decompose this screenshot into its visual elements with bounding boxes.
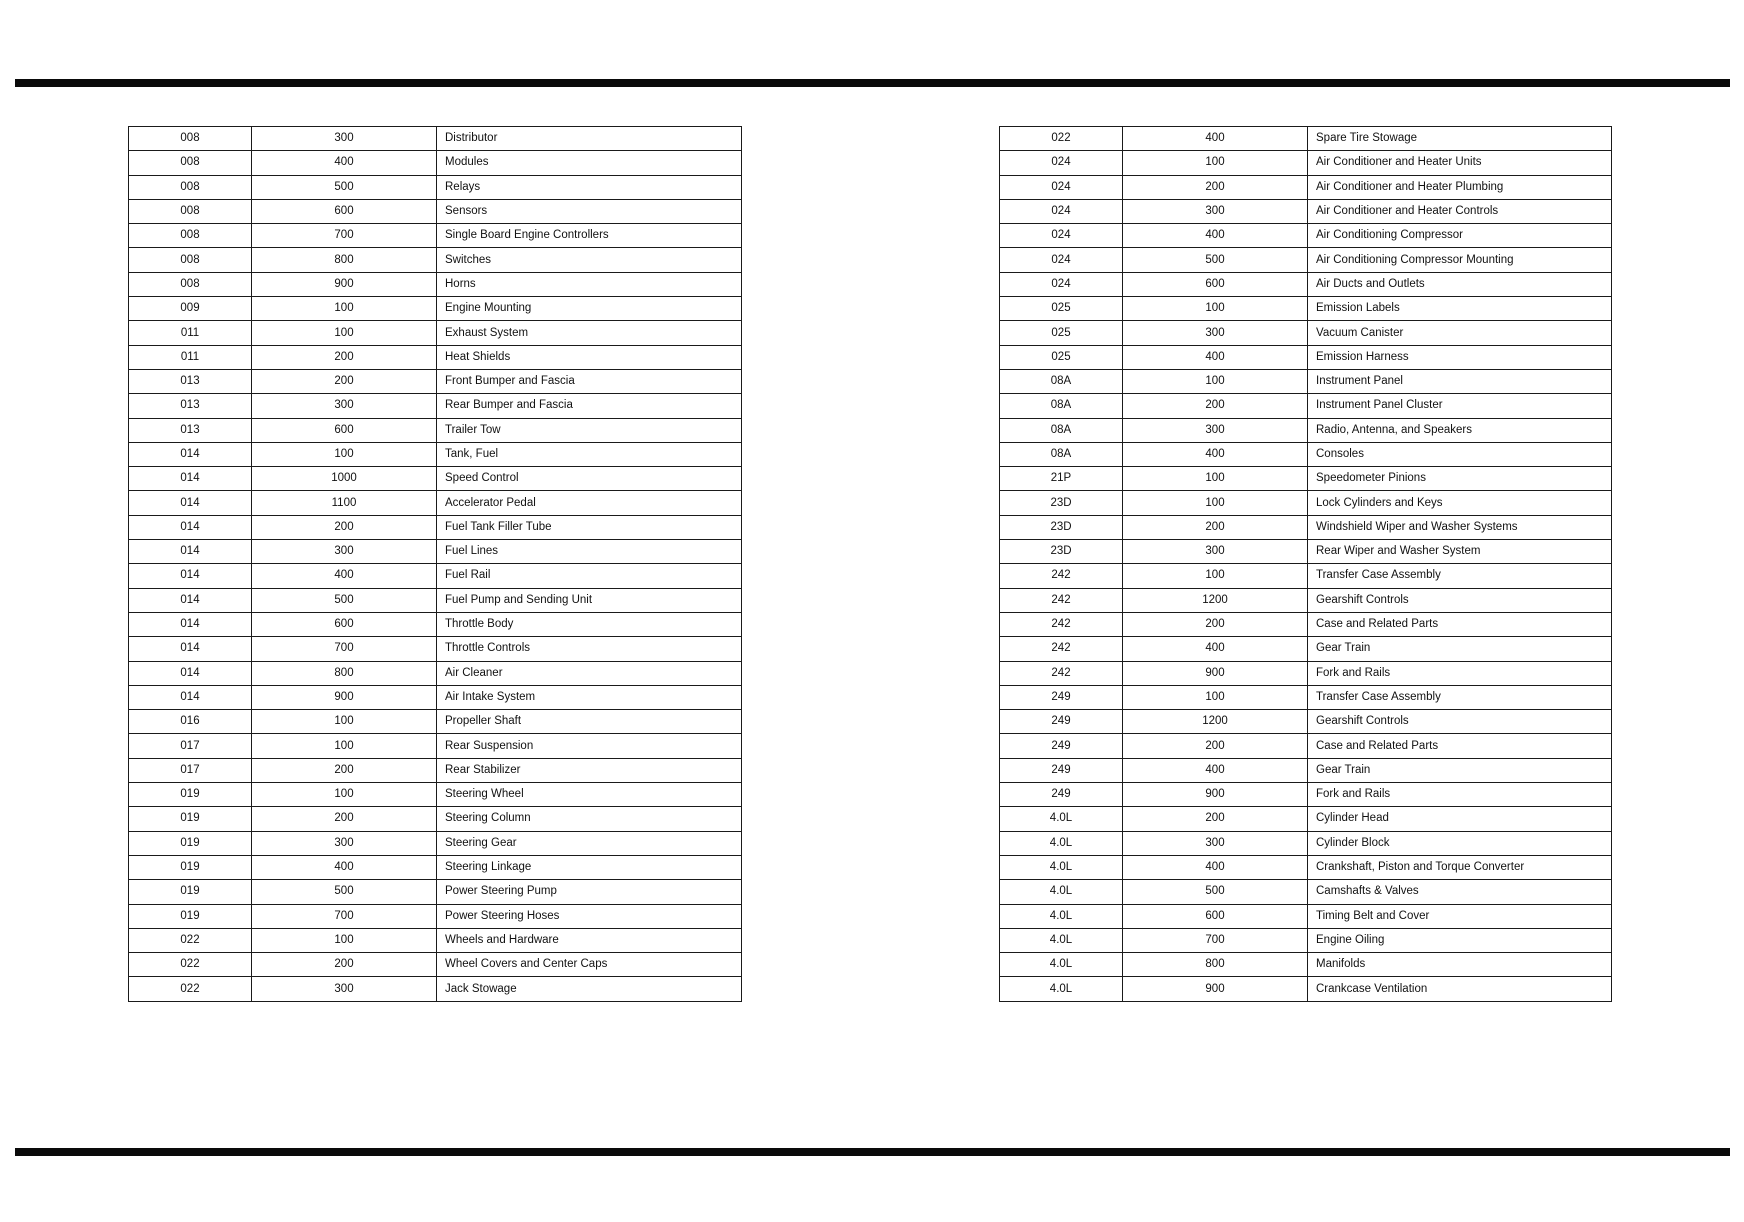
table-row [129,394,742,418]
description-cell: Fork and Rails [1308,783,1612,807]
subgroup-code-cell: 900 [1123,977,1308,1001]
table-row [1000,612,1612,636]
description-cell: Steering Linkage [437,855,742,879]
description-cell: Instrument Panel Cluster [1308,394,1612,418]
group-code-cell: 249 [1000,783,1123,807]
subgroup-code-cell: 400 [252,564,437,588]
group-code-cell: 019 [129,880,252,904]
subgroup-code-cell: 200 [1123,807,1308,831]
group-code-cell: 014 [129,491,252,515]
subgroup-code-cell: 800 [252,661,437,685]
description-cell: Gear Train [1308,758,1612,782]
subgroup-code-cell: 200 [1123,734,1308,758]
subgroup-code-cell: 300 [252,127,437,151]
group-code-cell: 4.0L [1000,880,1123,904]
subgroup-code-cell: 100 [252,928,437,952]
subgroup-code-cell: 500 [1123,248,1308,272]
group-code-cell: 024 [1000,175,1123,199]
subgroup-code-cell: 400 [1123,855,1308,879]
group-code-cell: 025 [1000,321,1123,345]
group-code-cell: 08A [1000,394,1123,418]
subgroup-code-cell: 400 [1123,127,1308,151]
table-row [129,612,742,636]
description-cell: Case and Related Parts [1308,612,1612,636]
table-row [129,418,742,442]
subgroup-code-cell: 100 [252,710,437,734]
description-cell: Air Intake System [437,685,742,709]
subgroup-code-cell: 100 [252,321,437,345]
table-row [1000,418,1612,442]
description-cell: Manifolds [1308,953,1612,977]
description-cell: Crankcase Ventilation [1308,977,1612,1001]
group-code-cell: 08A [1000,369,1123,393]
subgroup-code-cell: 900 [252,272,437,296]
table-row [129,564,742,588]
group-code-cell: 014 [129,661,252,685]
description-cell: Trailer Tow [437,418,742,442]
description-cell: Air Conditioner and Heater Units [1308,151,1612,175]
table-row [129,491,742,515]
group-code-cell: 022 [1000,127,1123,151]
description-cell: Windshield Wiper and Washer Systems [1308,515,1612,539]
subgroup-code-cell: 100 [1123,467,1308,491]
subgroup-code-cell: 900 [252,685,437,709]
description-cell: Exhaust System [437,321,742,345]
group-code-cell: 024 [1000,248,1123,272]
description-cell: Fuel Rail [437,564,742,588]
table-row [1000,637,1612,661]
subgroup-code-cell: 400 [1123,637,1308,661]
subgroup-code-cell: 300 [252,977,437,1001]
group-code-cell: 013 [129,418,252,442]
group-code-cell: 019 [129,807,252,831]
table-row [1000,297,1612,321]
subgroup-code-cell: 1000 [252,467,437,491]
table-row [129,783,742,807]
description-cell: Timing Belt and Cover [1308,904,1612,928]
description-cell: Speedometer Pinions [1308,467,1612,491]
description-cell: Fork and Rails [1308,661,1612,685]
table-row [1000,588,1612,612]
group-code-cell: 022 [129,953,252,977]
description-cell: Camshafts & Valves [1308,880,1612,904]
group-code-cell: 014 [129,442,252,466]
subgroup-code-cell: 700 [252,904,437,928]
group-code-cell: 025 [1000,297,1123,321]
table-row [129,977,742,1001]
table-row [1000,564,1612,588]
table-row [1000,199,1612,223]
group-code-cell: 011 [129,321,252,345]
description-cell: Switches [437,248,742,272]
subgroup-code-cell: 100 [252,783,437,807]
table-row [129,831,742,855]
subgroup-code-cell: 800 [1123,953,1308,977]
table-row [129,442,742,466]
subgroup-code-cell: 400 [1123,442,1308,466]
table-row [1000,977,1612,1001]
description-cell: Relays [437,175,742,199]
description-cell: Rear Suspension [437,734,742,758]
subgroup-code-cell: 1100 [252,491,437,515]
subgroup-code-cell: 300 [1123,540,1308,564]
table-row [1000,491,1612,515]
group-code-cell: 008 [129,175,252,199]
subgroup-code-cell: 500 [252,175,437,199]
group-code-cell: 23D [1000,491,1123,515]
group-code-cell: 249 [1000,758,1123,782]
subgroup-code-cell: 300 [252,831,437,855]
description-cell: Speed Control [437,467,742,491]
table-row [1000,540,1612,564]
table-row [129,588,742,612]
table-row [129,710,742,734]
description-cell: Gear Train [1308,637,1612,661]
description-cell: Fuel Tank Filler Tube [437,515,742,539]
table-row [129,369,742,393]
group-code-cell: 08A [1000,442,1123,466]
description-cell: Propeller Shaft [437,710,742,734]
subgroup-code-cell: 1200 [1123,588,1308,612]
description-cell: Wheels and Hardware [437,928,742,952]
subgroup-code-cell: 100 [252,734,437,758]
top-divider-rule [15,79,1730,87]
table-row [1000,151,1612,175]
subgroup-code-cell: 200 [252,345,437,369]
subgroup-code-cell: 600 [252,418,437,442]
description-cell: Emission Labels [1308,297,1612,321]
table-row [1000,321,1612,345]
subgroup-code-cell: 200 [252,515,437,539]
subgroup-code-cell: 700 [252,637,437,661]
group-code-cell: 014 [129,612,252,636]
group-code-cell: 009 [129,297,252,321]
description-cell: Air Cleaner [437,661,742,685]
subgroup-code-cell: 300 [1123,831,1308,855]
table-row [129,345,742,369]
table-row [1000,442,1612,466]
description-cell: Lock Cylinders and Keys [1308,491,1612,515]
table-row [1000,734,1612,758]
table-row [1000,272,1612,296]
group-code-cell: 019 [129,855,252,879]
description-cell: Horns [437,272,742,296]
table-row [129,321,742,345]
description-cell: Gearshift Controls [1308,710,1612,734]
table-row [1000,248,1612,272]
subgroup-code-cell: 400 [1123,758,1308,782]
description-cell: Fuel Lines [437,540,742,564]
table-row [129,224,742,248]
table-row [1000,224,1612,248]
group-code-cell: 024 [1000,272,1123,296]
table-row [129,175,742,199]
subgroup-code-cell: 700 [252,224,437,248]
subgroup-code-cell: 100 [1123,564,1308,588]
subgroup-code-cell: 300 [252,394,437,418]
group-code-cell: 008 [129,151,252,175]
group-code-cell: 242 [1000,588,1123,612]
table-row [129,248,742,272]
table-row [1000,953,1612,977]
group-code-cell: 249 [1000,734,1123,758]
description-cell: Steering Gear [437,831,742,855]
subgroup-code-cell: 300 [252,540,437,564]
subgroup-code-cell: 200 [1123,394,1308,418]
left-index-table-body [129,127,742,1002]
description-cell: Fuel Pump and Sending Unit [437,588,742,612]
subgroup-code-cell: 100 [252,297,437,321]
description-cell: Crankshaft, Piston and Torque Converter [1308,855,1612,879]
subgroup-code-cell: 300 [1123,199,1308,223]
description-cell: Power Steering Hoses [437,904,742,928]
group-code-cell: 23D [1000,515,1123,539]
subgroup-code-cell: 100 [1123,685,1308,709]
table-row [1000,855,1612,879]
table-row [129,734,742,758]
group-code-cell: 21P [1000,467,1123,491]
subgroup-code-cell: 200 [1123,612,1308,636]
group-code-cell: 242 [1000,637,1123,661]
table-row [129,540,742,564]
subgroup-code-cell: 100 [1123,491,1308,515]
table-row [129,151,742,175]
description-cell: Throttle Body [437,612,742,636]
table-row [129,661,742,685]
subgroup-code-cell: 200 [252,369,437,393]
description-cell: Cylinder Block [1308,831,1612,855]
group-code-cell: 23D [1000,540,1123,564]
table-row [1000,661,1612,685]
group-code-cell: 008 [129,272,252,296]
right-index-table-body [1000,127,1612,1002]
group-code-cell: 014 [129,515,252,539]
subgroup-code-cell: 400 [1123,224,1308,248]
description-cell: Rear Wiper and Washer System [1308,540,1612,564]
description-cell: Vacuum Canister [1308,321,1612,345]
description-cell: Distributor [437,127,742,151]
table-row [129,928,742,952]
table-row [1000,807,1612,831]
description-cell: Engine Mounting [437,297,742,321]
group-code-cell: 019 [129,831,252,855]
description-cell: Rear Stabilizer [437,758,742,782]
description-cell: Radio, Antenna, and Speakers [1308,418,1612,442]
table-row [1000,831,1612,855]
group-code-cell: 249 [1000,685,1123,709]
description-cell: Air Conditioning Compressor Mounting [1308,248,1612,272]
group-code-cell: 08A [1000,418,1123,442]
description-cell: Power Steering Pump [437,880,742,904]
right-index-table [999,126,1612,1002]
description-cell: Air Ducts and Outlets [1308,272,1612,296]
table-row [1000,394,1612,418]
description-cell: Throttle Controls [437,637,742,661]
description-cell: Heat Shields [437,345,742,369]
group-code-cell: 016 [129,710,252,734]
group-code-cell: 025 [1000,345,1123,369]
group-code-cell: 014 [129,637,252,661]
group-code-cell: 024 [1000,199,1123,223]
subgroup-code-cell: 200 [1123,175,1308,199]
group-code-cell: 242 [1000,564,1123,588]
subgroup-code-cell: 300 [1123,321,1308,345]
description-cell: Consoles [1308,442,1612,466]
description-cell: Engine Oiling [1308,928,1612,952]
subgroup-code-cell: 1200 [1123,710,1308,734]
table-row [129,297,742,321]
group-code-cell: 022 [129,977,252,1001]
subgroup-code-cell: 200 [252,953,437,977]
table-row [1000,710,1612,734]
subgroup-code-cell: 500 [252,588,437,612]
description-cell: Steering Wheel [437,783,742,807]
group-code-cell: 019 [129,904,252,928]
description-cell: Rear Bumper and Fascia [437,394,742,418]
description-cell: Front Bumper and Fascia [437,369,742,393]
subgroup-code-cell: 100 [1123,297,1308,321]
description-cell: Cylinder Head [1308,807,1612,831]
subgroup-code-cell: 100 [1123,369,1308,393]
group-code-cell: 4.0L [1000,953,1123,977]
table-row [129,685,742,709]
group-code-cell: 014 [129,588,252,612]
table-row [129,637,742,661]
bottom-divider-rule [15,1148,1730,1156]
subgroup-code-cell: 900 [1123,661,1308,685]
group-code-cell: 014 [129,467,252,491]
group-code-cell: 024 [1000,224,1123,248]
group-code-cell: 019 [129,783,252,807]
table-row [129,199,742,223]
table-row [1000,127,1612,151]
subgroup-code-cell: 400 [1123,345,1308,369]
subgroup-code-cell: 600 [1123,272,1308,296]
group-code-cell: 4.0L [1000,831,1123,855]
group-code-cell: 017 [129,734,252,758]
subgroup-code-cell: 500 [1123,880,1308,904]
group-code-cell: 4.0L [1000,904,1123,928]
table-row [1000,685,1612,709]
table-row [1000,928,1612,952]
description-cell: Tank, Fuel [437,442,742,466]
table-row [1000,904,1612,928]
group-code-cell: 008 [129,199,252,223]
description-cell: Wheel Covers and Center Caps [437,953,742,977]
group-code-cell: 249 [1000,710,1123,734]
subgroup-code-cell: 100 [252,442,437,466]
table-row [1000,175,1612,199]
subgroup-code-cell: 400 [252,855,437,879]
description-cell: Steering Column [437,807,742,831]
table-row [1000,369,1612,393]
subgroup-code-cell: 600 [252,612,437,636]
table-row [129,127,742,151]
group-code-cell: 008 [129,248,252,272]
group-code-cell: 4.0L [1000,855,1123,879]
table-row [129,855,742,879]
group-code-cell: 4.0L [1000,977,1123,1001]
table-row [1000,880,1612,904]
table-row [1000,515,1612,539]
group-code-cell: 014 [129,564,252,588]
group-code-cell: 014 [129,540,252,564]
subgroup-code-cell: 800 [252,248,437,272]
subgroup-code-cell: 700 [1123,928,1308,952]
description-cell: Instrument Panel [1308,369,1612,393]
group-code-cell: 014 [129,685,252,709]
group-code-cell: 024 [1000,151,1123,175]
table-row [129,272,742,296]
group-code-cell: 013 [129,369,252,393]
subgroup-code-cell: 100 [1123,151,1308,175]
description-cell: Transfer Case Assembly [1308,685,1612,709]
group-code-cell: 011 [129,345,252,369]
group-code-cell: 4.0L [1000,928,1123,952]
subgroup-code-cell: 600 [1123,904,1308,928]
table-row [129,880,742,904]
subgroup-code-cell: 500 [252,880,437,904]
description-cell: Accelerator Pedal [437,491,742,515]
description-cell: Case and Related Parts [1308,734,1612,758]
table-row [129,953,742,977]
description-cell: Air Conditioner and Heater Controls [1308,199,1612,223]
description-cell: Transfer Case Assembly [1308,564,1612,588]
description-cell: Emission Harness [1308,345,1612,369]
subgroup-code-cell: 300 [1123,418,1308,442]
subgroup-code-cell: 600 [252,199,437,223]
table-row [1000,758,1612,782]
group-code-cell: 008 [129,224,252,248]
subgroup-code-cell: 200 [252,758,437,782]
description-cell: Gearshift Controls [1308,588,1612,612]
description-cell: Sensors [437,199,742,223]
table-row [129,515,742,539]
table-row [129,807,742,831]
group-code-cell: 242 [1000,661,1123,685]
description-cell: Jack Stowage [437,977,742,1001]
group-code-cell: 022 [129,928,252,952]
table-row [129,467,742,491]
description-cell: Air Conditioner and Heater Plumbing [1308,175,1612,199]
description-cell: Single Board Engine Controllers [437,224,742,248]
description-cell: Air Conditioning Compressor [1308,224,1612,248]
description-cell: Modules [437,151,742,175]
subgroup-code-cell: 200 [252,807,437,831]
description-cell: Spare Tire Stowage [1308,127,1612,151]
subgroup-code-cell: 200 [1123,515,1308,539]
table-row [129,758,742,782]
group-code-cell: 4.0L [1000,807,1123,831]
left-index-table [128,126,742,1002]
table-row [1000,467,1612,491]
table-row [1000,345,1612,369]
table-row [129,904,742,928]
group-code-cell: 013 [129,394,252,418]
table-row [1000,783,1612,807]
subgroup-code-cell: 400 [252,151,437,175]
subgroup-code-cell: 900 [1123,783,1308,807]
group-code-cell: 242 [1000,612,1123,636]
group-code-cell: 017 [129,758,252,782]
group-code-cell: 008 [129,127,252,151]
